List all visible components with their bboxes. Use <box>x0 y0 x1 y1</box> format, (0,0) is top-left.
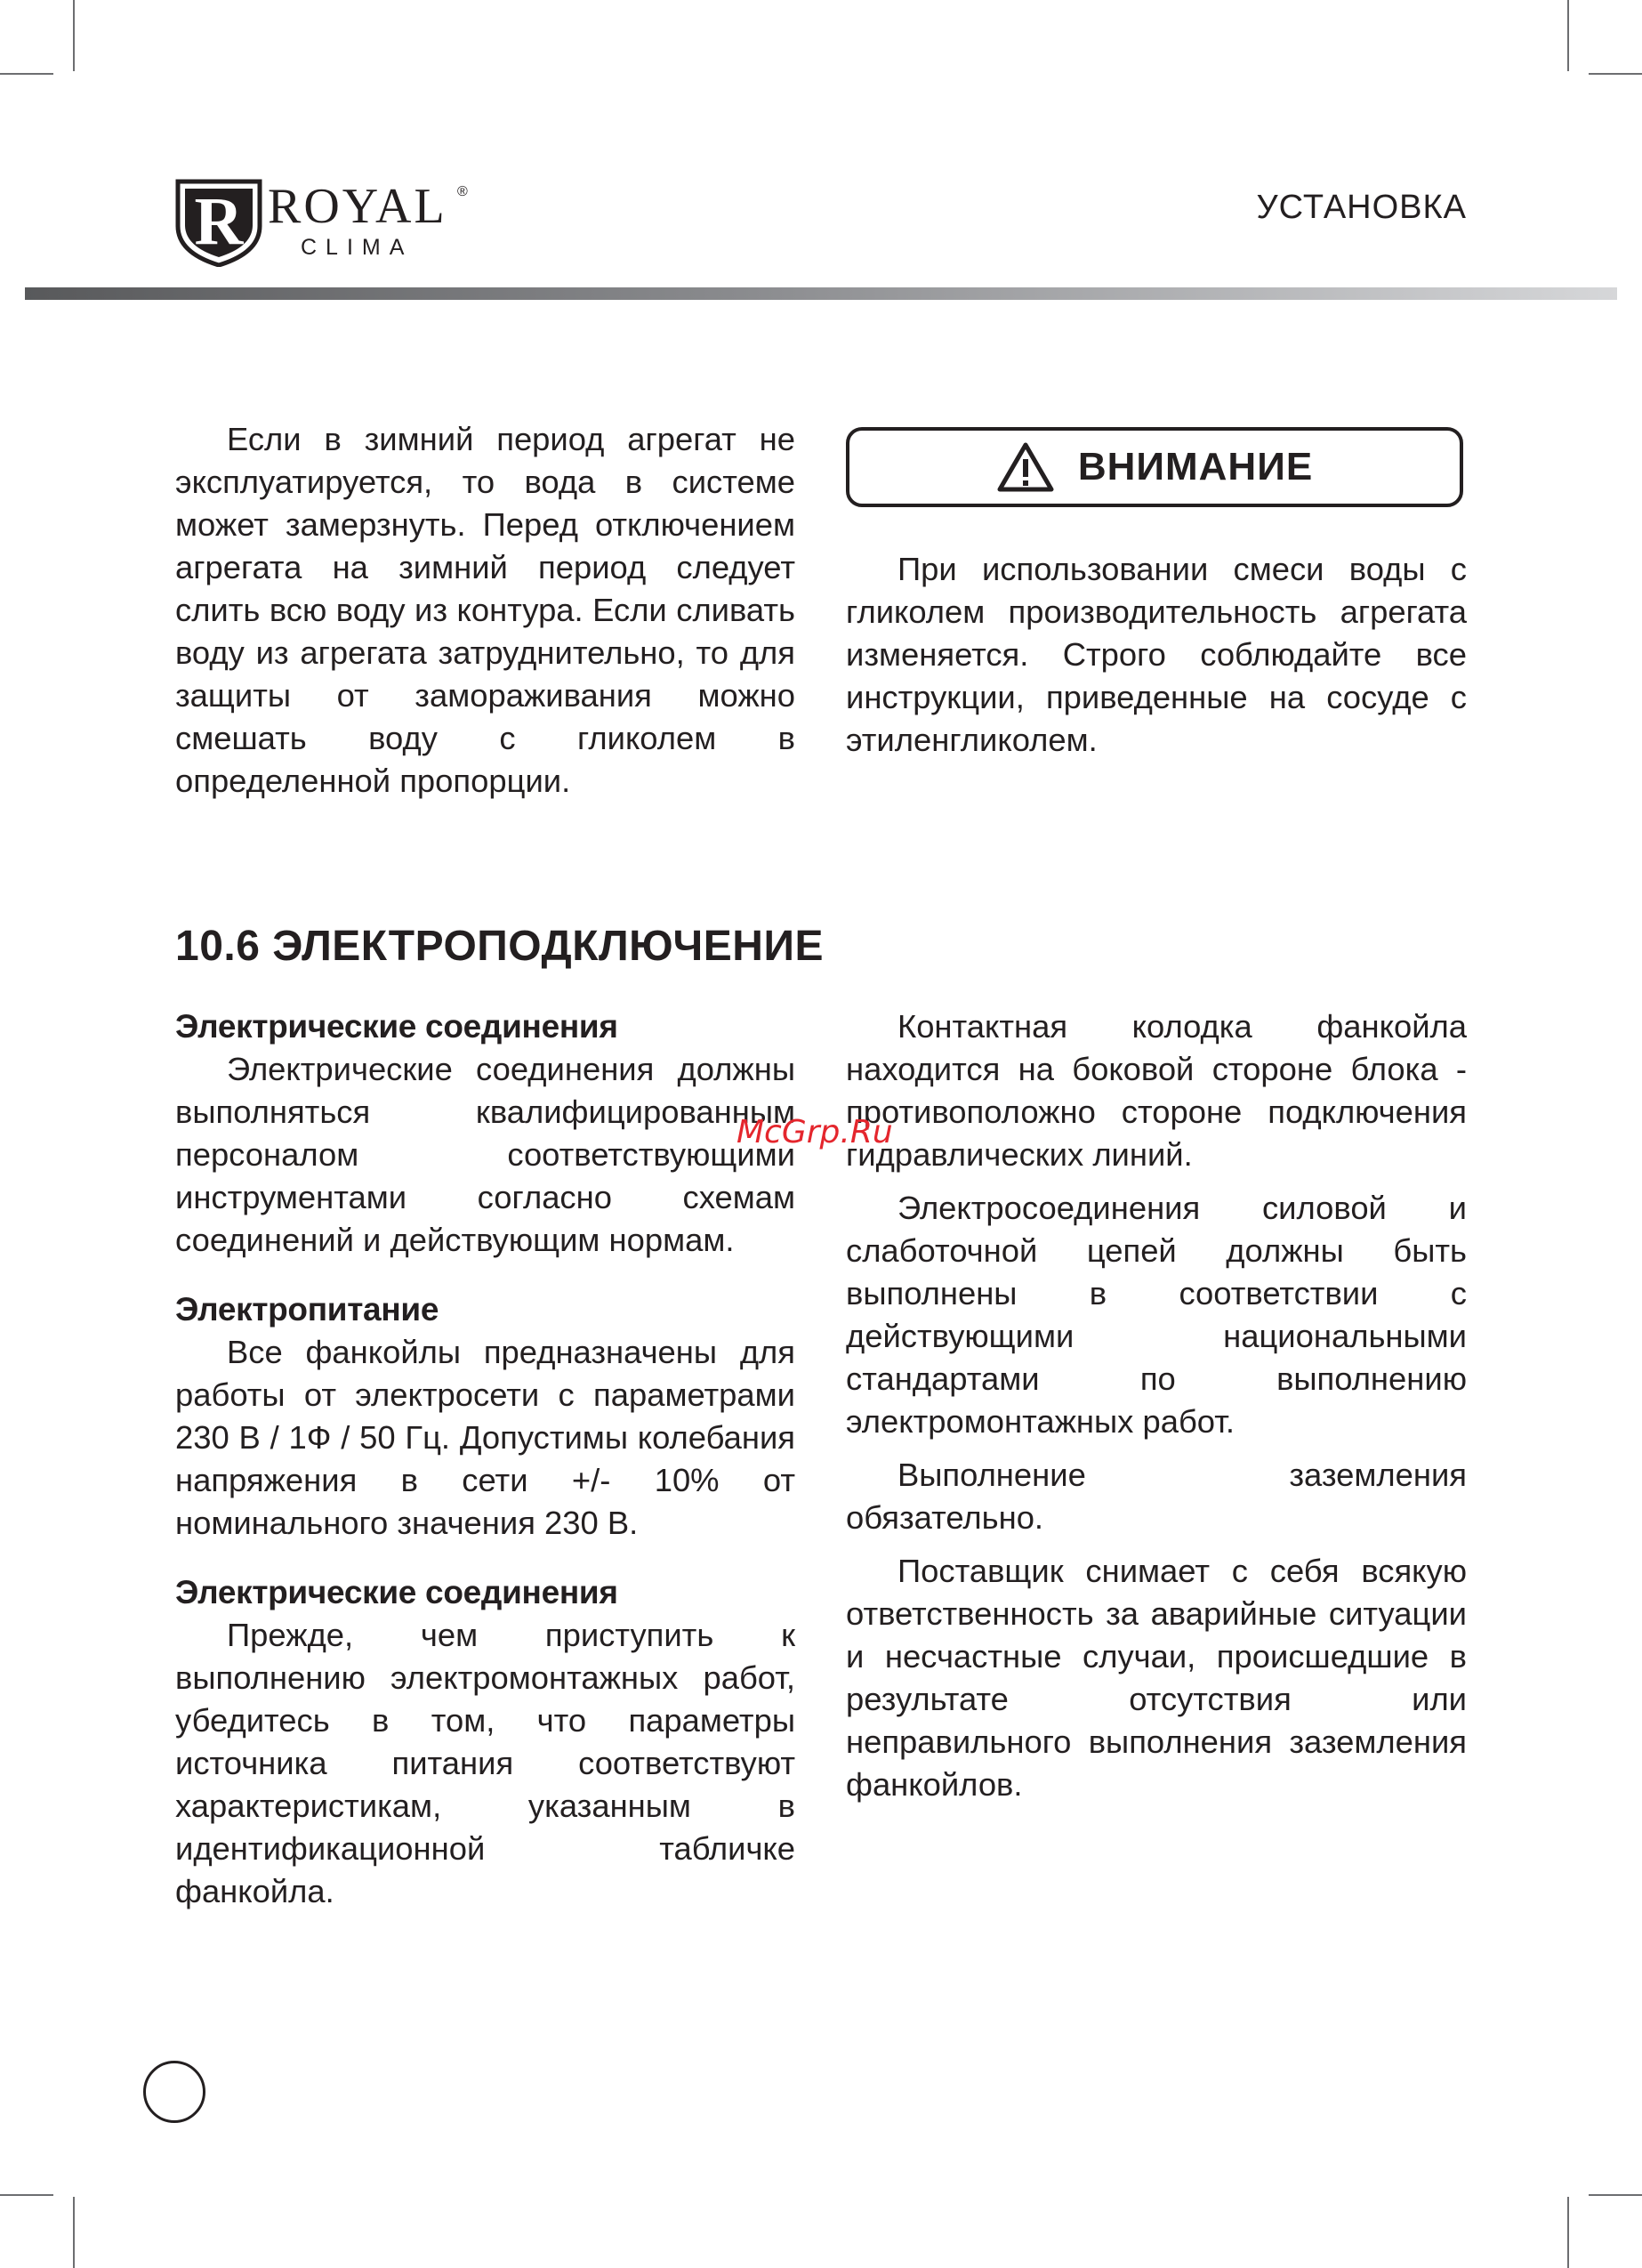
subheading-electrical-connections-2: Электрические соединения <box>175 1574 618 1610</box>
header-rule <box>25 287 1617 300</box>
warning-text-column <box>846 548 1467 762</box>
royal-clima-logo <box>174 174 477 267</box>
intro-paragraph: Если в зимний период агрегат не эксплуатируется, то вода в системе может замерзнуть. Перед отключением агрегата на зимний период следует слить всю воду из контура. Если сливать воду из агрегата затруднительно, то для защиты от замораживания можно смешать воду с гликолем в определенной пропорции. <box>175 421 795 799</box>
paragraph-standards: Электросоединения силовой и слаботочной цепей должны быть выполнены в соответствии с действующими национальными стандартами по выполнению электромонтажных работ. <box>846 1190 1467 1440</box>
paragraph-terminal-block: Контактная колодка фанкойла находится на боковой стороне блока - противоположно стороне подключения гидравлических линий. <box>846 1008 1467 1173</box>
subheading-power-supply: Электропитание <box>175 1291 439 1328</box>
crop-mark <box>73 2197 75 2268</box>
paragraph-liability: Поставщик снимает с себя всякую ответственность за аварийные ситуации и несчастные случаи, происшедшие в результате отсутствия или неправильного выполнения заземления фанкойлов. <box>846 1553 1467 1803</box>
page-number-circle <box>143 2061 205 2123</box>
logo-mark: R <box>194 184 244 259</box>
paragraph-grounding: Выполнение заземления обязательно. <box>846 1457 1467 1536</box>
logo-sub: CLIMA <box>301 235 414 260</box>
crop-mark <box>73 0 75 71</box>
logo-brand: ROYAL <box>268 179 447 234</box>
logo-registered: ® <box>457 184 468 199</box>
warning-title: ВНИМАНИЕ <box>1077 445 1314 488</box>
section-title: 10.6 ЭЛЕКТРОПОДКЛЮЧЕНИЕ <box>175 923 824 970</box>
subheading-electrical-connections: Электрические соединения <box>175 1008 618 1045</box>
crop-mark <box>1589 73 1642 75</box>
crop-mark <box>0 2194 53 2196</box>
section-right-column <box>846 1005 1467 1806</box>
warning-text: При использовании смеси воды с гликолем производительность агрегата изменяется. Строго соблюдайте все инструкции, приведенные на сосуде с этиленгликолем. <box>846 551 1467 758</box>
crop-mark <box>1567 0 1569 71</box>
crop-mark <box>1567 2197 1569 2268</box>
watermark: McGrp.Ru <box>736 1114 893 1150</box>
intro-left-column <box>175 418 795 803</box>
paragraph-electrical-connections-2: Прежде, чем приступить к выполнению электромонтажных работ, убедитесь в том, что параметры источника питания соответствуют характеристикам, указанным в идентификационной табличке фанкойла. <box>175 1617 795 1909</box>
section-label: УСТАНОВКА <box>1256 189 1467 226</box>
warning-triangle-icon <box>996 441 1055 493</box>
crop-mark <box>1589 2194 1642 2196</box>
paragraph-electrical-connections: Электрические соединения должны выполняться квалифицированным персоналом соответствующими инструментами согласно схемам соединений и действующим нормам. <box>175 1051 795 1258</box>
warning-box <box>846 427 1463 507</box>
paragraph-power-supply: Все фанкойлы предназначены для работы от электросети с параметрами 230 В / 1Ф / 50 Гц. Допустимы колебания напряжения в сети +/- 10% от номинального значения 230 В. <box>175 1334 795 1541</box>
section-left-column <box>175 1005 795 1913</box>
crop-mark <box>0 73 53 75</box>
